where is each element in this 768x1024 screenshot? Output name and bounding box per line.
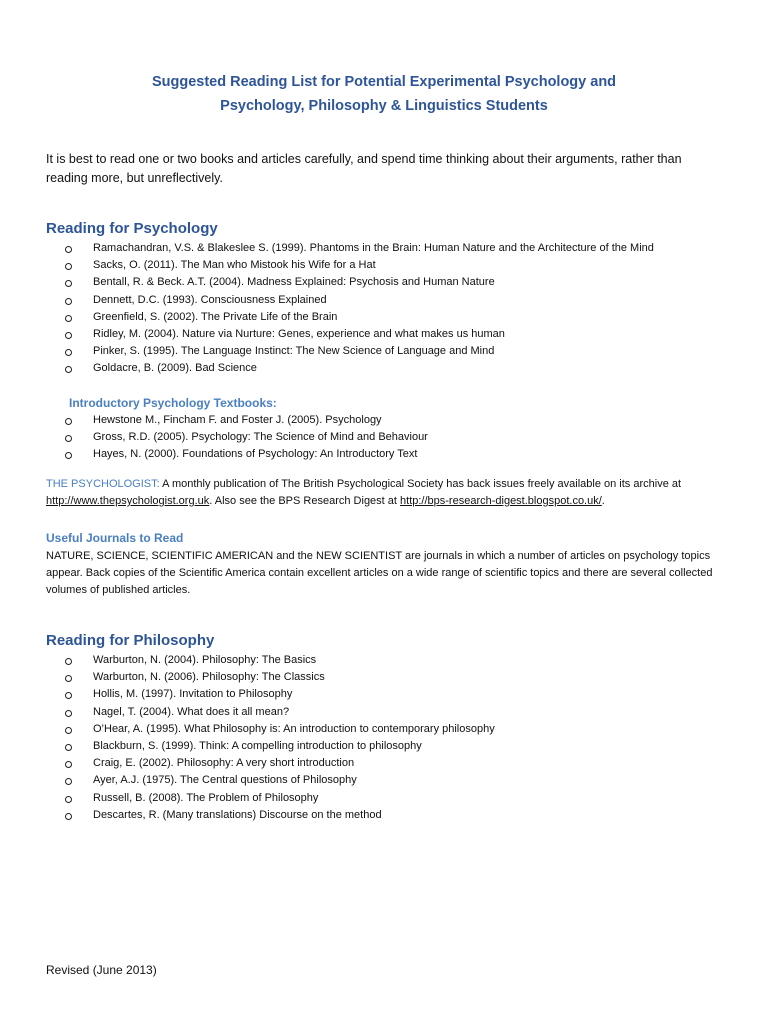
- bullet-icon: [65, 435, 72, 442]
- list-item: O’Hear, A. (1995). What Philosophy is: An introduction to contemporary philosophy: [0, 721, 768, 738]
- list-item: Warburton, N. (2004). Philosophy: The Basics: [0, 652, 768, 669]
- bullet-icon: [65, 658, 72, 665]
- bullet-icon: [65, 452, 72, 459]
- list-item: Hollis, M. (1997). Invitation to Philosophy: [0, 686, 768, 703]
- philosophy-reading-list: [0, 652, 768, 824]
- bullet-icon: [65, 727, 72, 734]
- list-item: Pinker, S. (1995). The Language Instinct: The New Science of Language and Mind: [0, 343, 768, 360]
- bullet-icon: [65, 366, 72, 373]
- bullet-icon: [65, 675, 72, 682]
- bullet-icon: [65, 332, 72, 339]
- bullet-icon: [65, 778, 72, 785]
- textbooks-list: [0, 412, 768, 464]
- list-item: Gross, R.D. (2005). Psychology: The Science of Mind and Behaviour: [0, 429, 768, 446]
- journals-heading: Useful Journals to Read: [46, 531, 184, 545]
- bullet-icon: [65, 280, 72, 287]
- textbooks-heading: Introductory Psychology Textbooks:: [69, 396, 277, 410]
- psychologist-paragraph: THE PSYCHOLOGIST: A monthly publication of The British Psychological Society has back issues freely available on its archive at http://www.thepsychologist.org.uk. Also see the BPS Research Digest at http://bps-research-digest.blogspot.co.uk/.: [46, 478, 682, 507]
- psychologist-link[interactable]: http://www.thepsychologist.org.uk: [46, 495, 210, 507]
- bullet-icon: [65, 263, 72, 270]
- bullet-icon: [65, 418, 72, 425]
- bullet-icon: [65, 349, 72, 356]
- bullet-icon: [65, 813, 72, 820]
- intro-paragraph: It is best to read one or two books and articles carefully, and spend time thinking about their arguments, rather than reading more, but unreflectively.: [46, 152, 682, 185]
- psychology-heading: Reading for Psychology: [46, 220, 218, 237]
- list-item: Ridley, M. (2004). Nature via Nurture: Genes, experience and what makes us human: [0, 326, 768, 343]
- list-item: Craig, E. (2002). Philosophy: A very short introduction: [0, 755, 768, 772]
- list-item: Dennett, D.C. (1993). Consciousness Explained: [0, 292, 768, 309]
- psychology-reading-list: [0, 240, 768, 378]
- list-item: Hayes, N. (2000). Foundations of Psychology: An Introductory Text: [0, 446, 768, 463]
- list-item: Sacks, O. (2011). The Man who Mistook his Wife for a Hat: [0, 257, 768, 274]
- philosophy-heading: Reading for Philosophy: [46, 632, 215, 649]
- title-line-1: Suggested Reading List for Potential Experimental Psychology and: [151, 74, 617, 90]
- bullet-icon: [65, 744, 72, 751]
- bullet-icon: [65, 692, 72, 699]
- bps-digest-link[interactable]: http://bps-research-digest.blogspot.co.uk/: [400, 495, 602, 507]
- list-item: Blackburn, S. (1999). Think: A compelling introduction to philosophy: [0, 738, 768, 755]
- list-item: Ayer, A.J. (1975). The Central questions of Philosophy: [0, 772, 768, 789]
- bullet-icon: [65, 761, 72, 768]
- revision-note: Revised (June 2013): [46, 963, 157, 977]
- list-item: Descartes, R. (Many translations) Discourse on the method: [0, 807, 768, 824]
- psychologist-label: THE PSYCHOLOGIST:: [46, 478, 160, 490]
- list-item: Bentall, R. & Beck. A.T. (2004). Madness Explained: Psychosis and Human Nature: [0, 274, 768, 291]
- list-item: Nagel, T. (2004). What does it all mean?: [0, 704, 768, 721]
- bullet-icon: [65, 246, 72, 253]
- list-item: Warburton, N. (2006). Philosophy: The Classics: [0, 669, 768, 686]
- list-item: Hewstone M., Fincham F. and Foster J. (2005). Psychology: [0, 412, 768, 429]
- title-line-2: Psychology, Philosophy & Linguistics Students: [220, 98, 548, 114]
- list-item: Russell, B. (2008). The Problem of Philosophy: [0, 790, 768, 807]
- bullet-icon: [65, 710, 72, 717]
- list-item: Goldacre, B. (2009). Bad Science: [0, 360, 768, 377]
- journals-paragraph: NATURE, SCIENCE, SCIENTIFIC AMERICAN and the NEW SCIENTIST are journals in which a number of articles on psychology topics appear. Back copies of the Scientific America contain excellent articles on a wide range of scientific topics and there are several collected volumes of published articles.: [46, 550, 713, 596]
- list-item: Greenfield, S. (2002). The Private Life of the Brain: [0, 309, 768, 326]
- bullet-icon: [65, 315, 72, 322]
- bullet-icon: [65, 796, 72, 803]
- bullet-icon: [65, 298, 72, 305]
- list-item: Ramachandran, V.S. & Blakeslee S. (1999). Phantoms in the Brain: Human Nature and the Architecture of the Mind: [0, 240, 768, 257]
